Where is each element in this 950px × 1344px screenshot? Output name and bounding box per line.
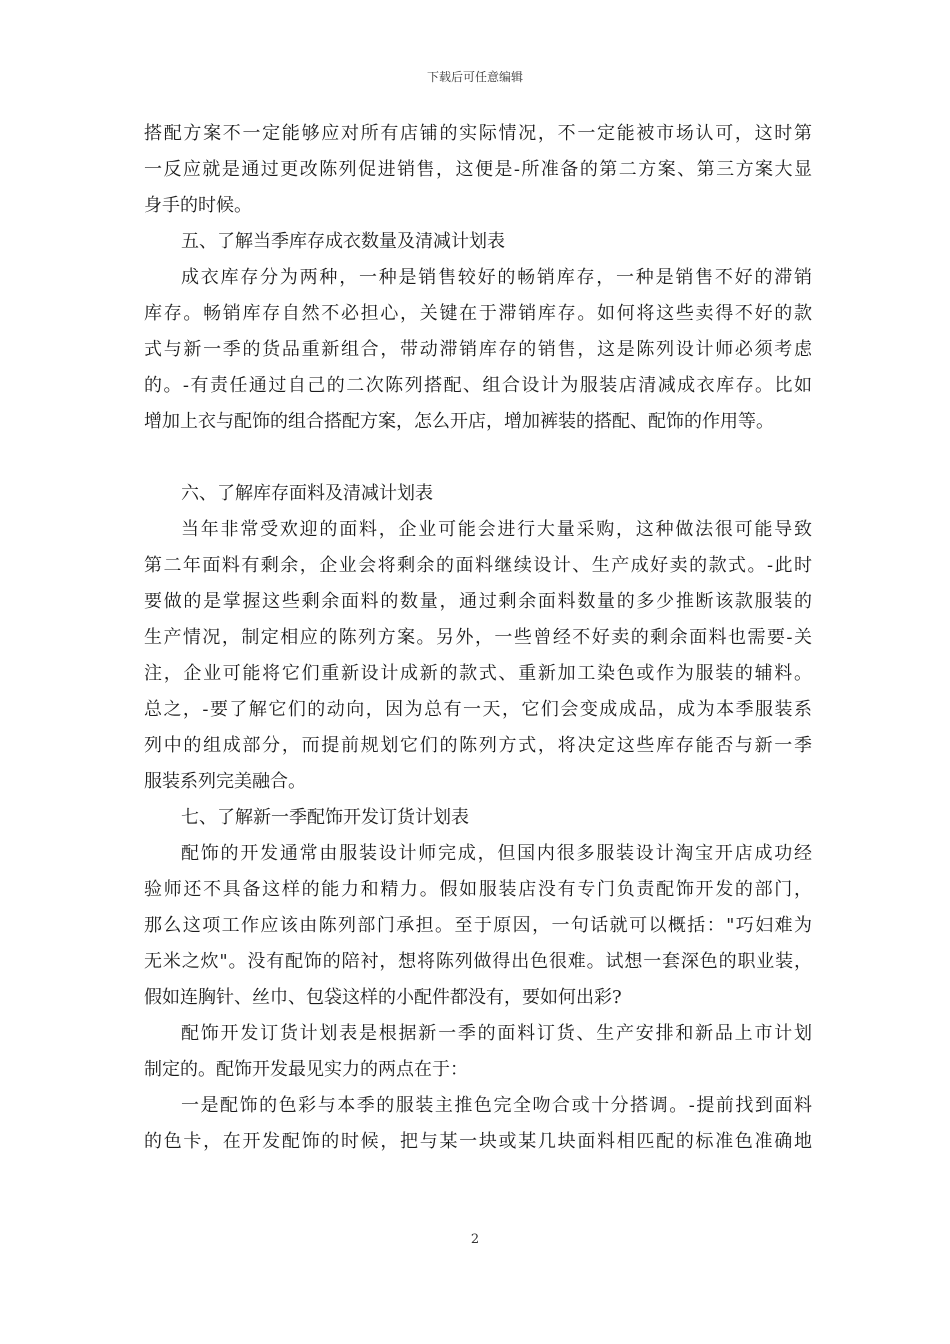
text-line: 配饰的开发通常由服装设计师完成，但国内很多服装设计淘宝开店成功经 (181, 843, 812, 864)
page-number: 2 (470, 1232, 480, 1247)
text-line: 当年非常受欢迎的面料，企业可能会进行大量采购，这种做法很可能导致 (181, 519, 812, 540)
text-line: 一是配饰的色彩与本季的服装主推色完全吻合或十分搭调。-提前找到面料 (181, 1095, 812, 1116)
text-line: 第二年面料有剩余，企业会将剩余的面料继续设计、生产成好卖的款式。-此时 (144, 555, 812, 576)
text-line: 式与新一季的货品重新组合，带动滞销库存的销售，这是陈列设计师必须考虑 (144, 339, 812, 360)
text-line: 要做的是掌握这些剩余面料的数量，通过剩余面料数量的多少推断该款服装的 (144, 591, 812, 612)
paragraph (144, 1016, 812, 1088)
text-line: 列中的组成部分，而提前规划它们的陈列方式，将决定这些库存能否与新一季 (144, 735, 812, 756)
text-line: 总之，-要了解它们的动向，因为总有一天，它们会变成成品，成为本季服装系 (144, 699, 812, 720)
paragraph (144, 836, 812, 1016)
text-line: 的。-有责任通过自己的二次陈列搭配、组合设计为服装店清减成衣库存。比如 (144, 375, 812, 396)
section-heading: 七、了解新一季配饰开发订货计划表 (181, 807, 469, 828)
text-line: 增加上衣与配饰的组合搭配方案，怎么开店，增加裤装的搭配、配饰的作用等。 (144, 411, 774, 432)
text-line: 一反应就是通过更改陈列促进销售，这便是-所准备的第二方案、第三方案大显 (144, 159, 812, 180)
text-line: 的色卡，在开发配饰的时候，把与某一块或某几块面料相匹配的标准色准确地 (144, 1131, 812, 1152)
text-line: 搭配方案不一定能够应对所有店铺的实际情况，不一定能被市场认可，这时第 (144, 123, 812, 144)
text-line: 库存。畅销库存自然不必担心，关键在于滞销库存。如何将这些卖得不好的款 (144, 303, 812, 324)
text-line: 制定的。配饰开发最见实力的两点在于： (144, 1059, 468, 1080)
page-header: 下载后可任意编辑 (426, 70, 523, 84)
paragraph (144, 1088, 812, 1160)
text-line: 验师还不具备这样的能力和精力。假如服装店没有专门负责配饰开发的部门， (144, 879, 812, 900)
text-line: 那么这项工作应该由陈列部门承担。至于原因，一句话就可以概括："巧妇难为 (144, 915, 812, 936)
text-line: 身手的时候。 (144, 195, 252, 216)
text-line: 服装系列完美融合。 (144, 771, 306, 792)
text-line: 无米之炊"。没有配饰的陪衬，想将陈列做得出色很难。试想一套深色的职业装， (144, 951, 812, 972)
text-line: 配饰开发订货计划表是根据新一季的面料订货、生产安排和新品上市计划 (181, 1023, 812, 1044)
paragraph (144, 116, 812, 224)
section-heading: 五、了解当季库存成衣数量及清减计划表 (181, 231, 505, 252)
text-line: 假如连胸针、丝巾、包袋这样的小配件都没有，要如何出彩? (144, 987, 622, 1008)
section-heading: 六、了解库存面料及清减计划表 (181, 483, 433, 504)
text-line: 生产情况，制定相应的陈列方案。另外，一些曾经不好卖的剩余面料也需要-关 (144, 627, 812, 648)
paragraph (144, 512, 812, 800)
text-line: 成衣库存分为两种，一种是销售较好的畅销库存，一种是销售不好的滞销 (181, 267, 812, 288)
paragraph (144, 260, 812, 440)
text-line: 注，企业可能将它们重新设计成新的款式、重新加工染色或作为服装的辅料。 (144, 663, 812, 684)
blank-line (144, 440, 812, 476)
document-body (144, 116, 812, 1160)
